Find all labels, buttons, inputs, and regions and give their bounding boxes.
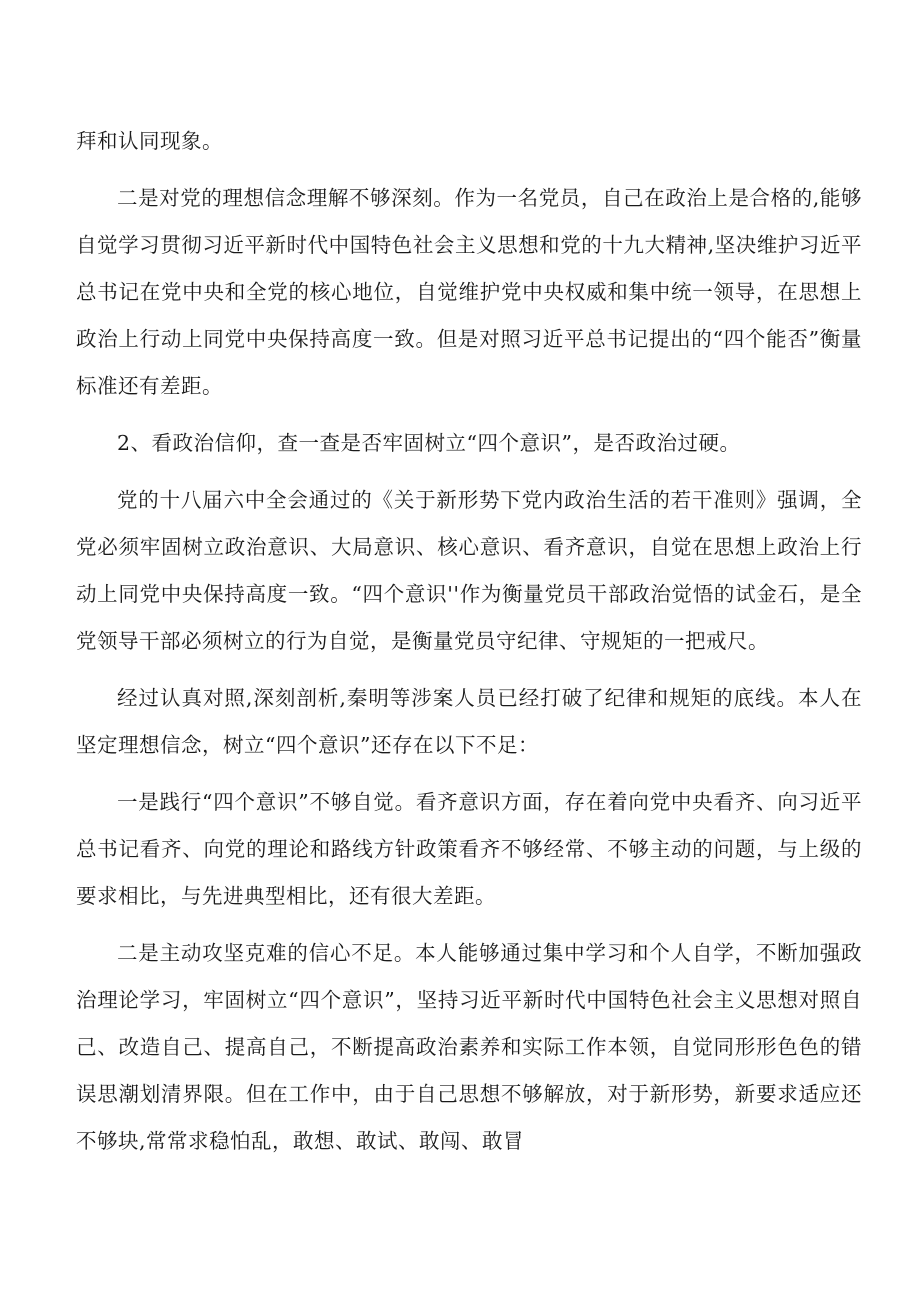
paragraph-self-analysis: 经过认真对照,深刻剖析,秦明等涉案人员已经打破了纪律和规矩的底线。本人在坚定理想信念，树立“四个意识”还存在以下不足： (76, 686, 862, 757)
paragraph-ideal-belief: 二是对党的理想信念理解不够深刻。作为一名党员，自己在政治上是合格的,能够自觉学习贯彻习近平新时代中国特色社会主义思想和党的十九大精神,坚决维护习近平总书记在党中央和全党的核心地位，自觉维护党中央权威和集中统一领导，在思想上政治上行动上同党中央保持高度一致。但是对照习近平总书记提出的“四个能否”衡量标准还有差距。 (76, 186, 862, 398)
paragraph-practice-consciousness: 一是践行“四个意识”不够自觉。看齐意识方面，存在着向党中央看齐、向习近平总书记看齐、向党的理论和路线方针政策看齐不够经常、不够主动的问题，与上级的要求相比，与先进典型相比，还有很大差距。 (76, 790, 862, 908)
paragraph-continuation: 拜和认同现象。 (76, 129, 223, 153)
section-heading-political-belief: 2、看政治信仰，查一查是否牢固树立“四个意识”，是否政治过硬。 (117, 431, 741, 455)
paragraph-confidence: 二是主动攻坚克难的信心不足。本人能够通过集中学习和个人自学，不断加强政治理论学习，牢固树立“四个意识”，坚持习近平新时代中国特色社会主义思想对照自己、改造自己、提高自己，不断提高政治素养和实际工作本领，自觉同形形色色的错误思潮划清界限。但在工作中，由于自己思想不够解放，对于新形势，新要求适应还不够块,常常求稳怕乱，敢想、敢试、敢闯、敢冒 (76, 941, 862, 1153)
paragraph-four-consciousness: 党的十八届六中全会通过的《关于新形势下党内政治生活的若干准则》强调，全党必须牢固树立政治意识、大局意识、核心意识、看齐意识，自觉在思想上政治上行动上同党中央保持高度一致。“四个意识''作为衡量党员干部政治觉悟的试金石，是全党领导干部必须树立的行为自觉，是衡量党员守纪律、守规矩的一把戒尺。 (76, 488, 862, 653)
document-page (76, 118, 862, 1165)
